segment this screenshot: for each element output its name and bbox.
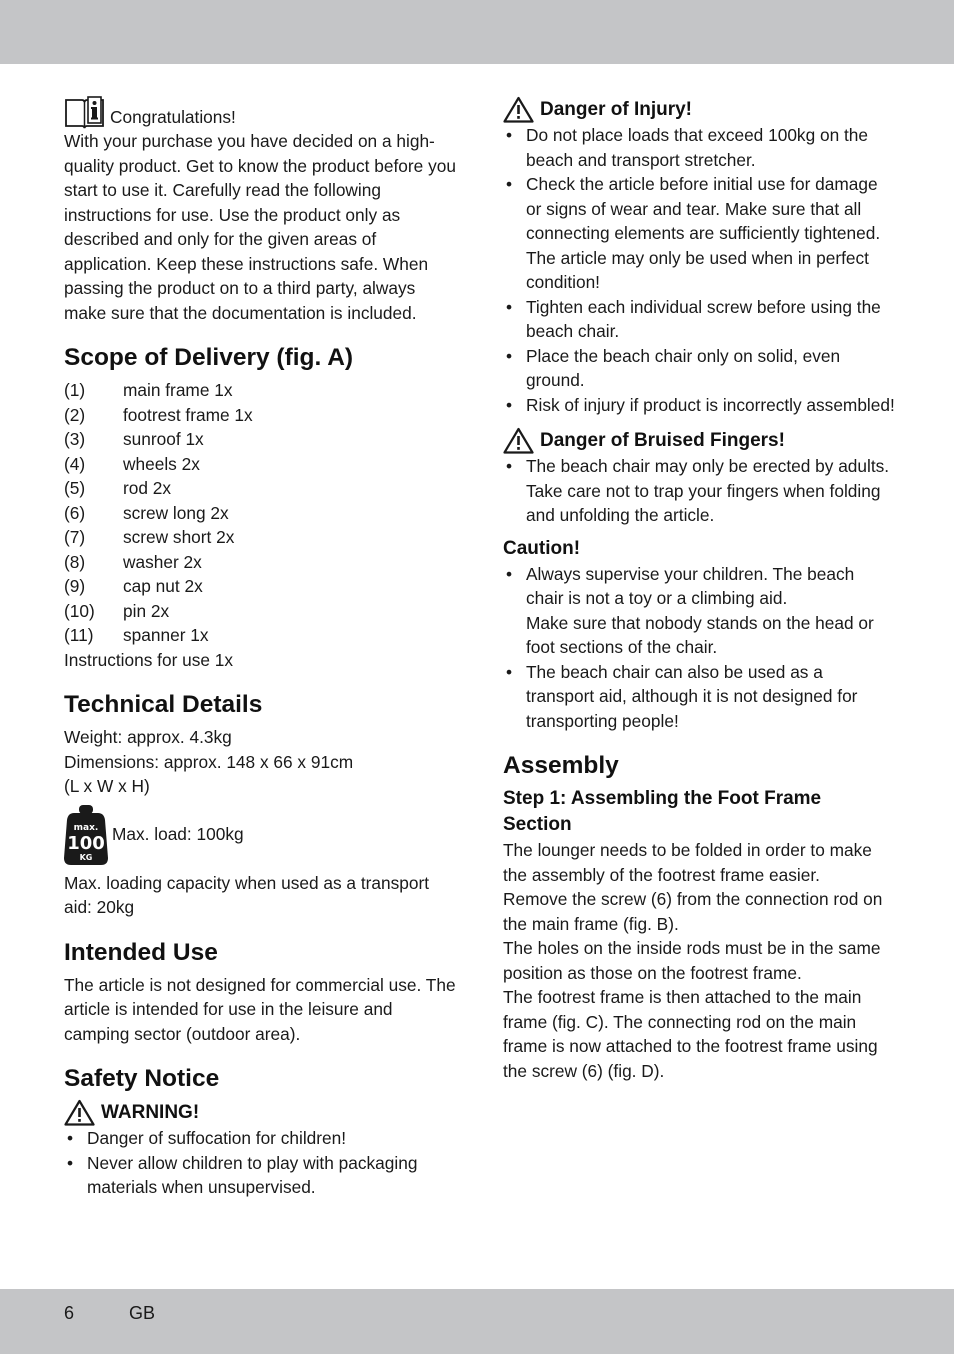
- info-book-icon: [64, 96, 105, 129]
- weight-icon-unit: KG: [79, 852, 93, 862]
- intended-text: The article is not designed for commercial use. The article is intended for use in the leisure and camping sector (outdoor area).: [64, 974, 456, 1044]
- caution-item-text: Always supervise your children. The beach chair is not a toy or a climbing aid.: [526, 563, 855, 608]
- technical-title: Technical Details: [64, 691, 263, 718]
- warning-list: [64, 1126, 459, 1200]
- intro-text: With your purchase you have decided on a high-quality product. Get to know the product before you start to use it. Carefully read the following instructions for use. Use the product only as described and only for the given areas of application. Keep these instructions safe. When passing the product on to a third party, always make sure that the documentation is included.: [64, 131, 456, 323]
- assembly-title: Assembly: [503, 752, 619, 779]
- list-item: [64, 501, 459, 526]
- list-item: [64, 525, 459, 550]
- list-item: • The beach chair may only be erected by adults. Take care not to trap your fingers when folding and unfolding the article.: [503, 454, 895, 528]
- safety-title: Safety Notice: [64, 1065, 220, 1092]
- list-item: [64, 452, 459, 477]
- item-label: cap nut 2x: [123, 576, 203, 596]
- list-item: • Danger of suffocation for children!: [64, 1126, 459, 1151]
- warning-heading: [64, 1099, 459, 1126]
- list-item: • Place the beach chair only on solid, even ground.: [503, 344, 895, 393]
- list-item: [64, 550, 459, 575]
- list-item: • The beach chair can also be used as a transport aid, although it is not designed for transporting people!: [503, 660, 895, 734]
- item-label: wheels 2x: [123, 453, 200, 474]
- list-item: • Never allow children to play with packaging materials when unsupervised.: [64, 1151, 459, 1200]
- caution-item-text: Make sure that nobody stands on the head or foot sections of the chair.: [526, 612, 874, 657]
- injury-heading: [503, 96, 895, 123]
- list-item: [64, 574, 459, 599]
- list-item: [503, 562, 895, 660]
- item-label: main frame 1x: [123, 380, 233, 400]
- list-item: [64, 378, 459, 403]
- warning-heading-text: WARNING!: [101, 1101, 200, 1123]
- item-number: (5): [64, 478, 86, 498]
- fingers-list: [503, 454, 895, 528]
- item-number: (6): [64, 502, 86, 523]
- step1-paragraph: The footrest frame is then attached to the main frame (fig. C). The connecting rod on the main frame is now attached to the footrest frame using the screw (6) (fig. D).: [503, 987, 878, 1081]
- warning-triangle-icon: [503, 427, 534, 454]
- item-number: (4): [64, 453, 86, 474]
- warning-triangle-icon: [64, 1099, 95, 1126]
- list-item: [64, 403, 459, 428]
- step1-title: Step 1: Assembling the Foot Frame Section: [503, 788, 822, 835]
- item-label: sunroof 1x: [123, 429, 204, 449]
- list-item: • Check the article before initial use for damage or signs of wear and tear. Make sure that all connecting elements are sufficiently tightened. The article may only be used when in perfect condition!: [503, 172, 895, 295]
- caution-heading: Caution!: [503, 537, 581, 559]
- item-label: footrest frame 1x: [123, 404, 253, 425]
- list-item: • Tighten each individual screw before using the beach chair.: [503, 295, 895, 344]
- injury-list: [503, 123, 895, 417]
- weight-icon-value: 100: [67, 832, 105, 854]
- header-bar: [0, 0, 954, 64]
- list-item: [64, 623, 459, 648]
- max-load-row: [64, 803, 459, 867]
- list-item: [64, 427, 459, 452]
- list-item: [64, 599, 459, 624]
- left-column: [64, 96, 459, 1200]
- list-item: • Do not place loads that exceed 100kg on the beach and transport stretcher.: [503, 123, 895, 172]
- item-number: (7): [64, 527, 86, 547]
- technical-dimensions: Dimensions: approx. 148 x 66 x 91cm: [64, 751, 354, 772]
- page-number: 6: [64, 1303, 75, 1323]
- step1-paragraph: The lounger needs to be folded in order to make the assembly of the footrest frame easier.: [503, 840, 872, 885]
- fingers-heading: [503, 427, 895, 454]
- fingers-heading-text: Danger of Bruised Fingers!: [540, 429, 785, 451]
- item-number: (2): [64, 404, 86, 425]
- intended-title: Intended Use: [64, 938, 218, 966]
- item-number: (1): [64, 380, 86, 400]
- intro-heading-row: [64, 96, 459, 129]
- delivery-title: Scope of Delivery (fig. A): [64, 344, 354, 371]
- intro-heading: Congratulations!: [110, 106, 236, 127]
- item-number: (9): [64, 576, 86, 596]
- item-number: (3): [64, 429, 86, 449]
- transport-capacity: Max. loading capacity when used as a transport aid: 20kg: [64, 872, 430, 917]
- injury-heading-text: Danger of Injury!: [540, 98, 693, 120]
- technical-weight: Weight: approx. 4.3kg: [64, 727, 232, 747]
- weight-icon-top: max.: [73, 822, 99, 833]
- item-number: (10): [64, 600, 95, 621]
- item-label: washer 2x: [123, 551, 202, 572]
- step1-paragraph: Remove the screw (6) from the connection rod on the main frame (fig. B).: [503, 889, 883, 934]
- technical-dimensions-unit: (L x W x H): [64, 776, 150, 796]
- max-weight-icon: [64, 803, 108, 867]
- language-code: GB: [129, 1303, 156, 1323]
- item-label: pin 2x: [123, 600, 170, 621]
- caution-list: [503, 562, 895, 734]
- warning-triangle-icon: [503, 96, 534, 123]
- list-item: [64, 476, 459, 501]
- right-column: [503, 96, 895, 1083]
- step1-paragraph: The holes on the inside rods must be in the same position as those on the footrest frame.: [503, 938, 881, 983]
- item-label: spanner 1x: [123, 625, 209, 645]
- item-label: screw long 2x: [123, 502, 229, 523]
- item-number: (11): [64, 625, 94, 645]
- item-number: (8): [64, 551, 86, 572]
- max-load-text: Max. load: 100kg: [112, 824, 244, 845]
- delivery-extra: Instructions for use 1x: [64, 649, 234, 670]
- item-label: screw short 2x: [123, 527, 235, 547]
- list-item: • Risk of injury if product is incorrectly assembled!: [503, 393, 895, 418]
- item-label: rod 2x: [123, 478, 172, 498]
- delivery-list: [64, 378, 459, 672]
